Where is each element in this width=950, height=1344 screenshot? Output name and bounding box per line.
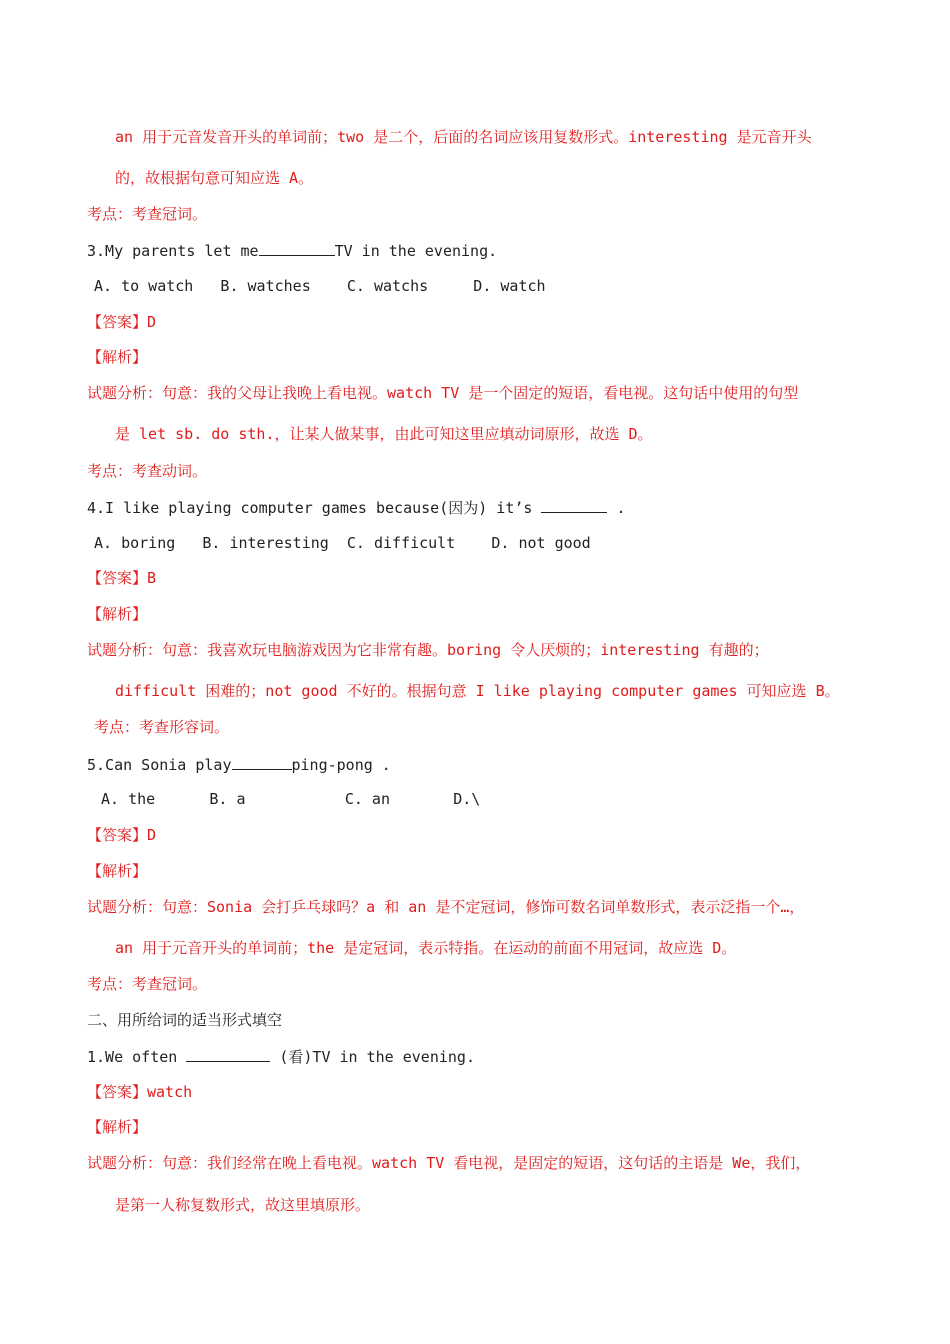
explanation-line: 试题分析：句意：我喜欢玩电脑游戏因为它非常有趣。boring 令人厌烦的；interesting 有趣的； (87, 641, 769, 659)
answer-label: 【答案】D (87, 313, 157, 331)
question-text: 1.We often (87, 1048, 187, 1066)
explanation-line: 是 let sb. do sth.，让某人做某事，由此可知这里应填动词原形，故选 D。 (115, 425, 653, 443)
question-text: . (607, 499, 626, 517)
question-3 (87, 240, 497, 261)
explanation-line: 的，故根据句意可知应选 A。 (115, 169, 314, 187)
key-point: 考点：考查形容词。 (94, 718, 230, 736)
answer-blank (186, 1046, 270, 1062)
answer-blank (541, 497, 607, 513)
question-text: ping-pong . (291, 756, 391, 774)
answer-label: 【答案】watch (87, 1083, 193, 1101)
analysis-label: 【解析】 (87, 605, 148, 623)
explanation-line: 是第一人称复数形式，故这里填原形。 (115, 1196, 371, 1214)
answer-label: 【答案】D (87, 826, 157, 844)
answer-blank (232, 754, 292, 770)
answer-label: 【答案】B (87, 569, 157, 587)
explanation-line: an 用于元音开头的单词前；the 是定冠词，表示特指。在运动的前面不用冠词，故应选 D。 (115, 939, 737, 957)
answer-blank (259, 240, 335, 256)
analysis-label: 【解析】 (87, 1118, 148, 1136)
explanation-line: an 用于元音发音开头的单词前；two 是二个，后面的名词应该用复数形式。interesting 是元音开头 (115, 128, 812, 146)
fill-question-1 (87, 1046, 475, 1067)
explanation-line: difficult 困难的；not good 不好的。根据句意 I like playing computer games 可知应选 B。 (115, 682, 840, 700)
question-4 (87, 497, 626, 518)
analysis-label: 【解析】 (87, 862, 148, 880)
question-text: (看)TV in the evening. (270, 1048, 475, 1066)
question-4-options: A. boring B. interesting C. difficult D. not good (94, 534, 591, 552)
question-text: 4.I like playing computer games because(因为) it’s (87, 499, 542, 517)
analysis-label: 【解析】 (87, 348, 148, 366)
question-text: 5.Can Sonia play (87, 756, 232, 774)
key-point: 考点：考查冠词。 (87, 205, 208, 223)
key-point: 考点：考查动词。 (87, 462, 208, 480)
explanation-line: 试题分析：句意：Sonia 会打乒乓球吗？a 和 an 是不定冠词，修饰可数名词单数形式，表示泛指一个…， (87, 898, 805, 916)
explanation-line: 试题分析：句意：我的父母让我晚上看电视。watch TV 是一个固定的短语，看电视。这句话中使用的句型 (87, 384, 799, 402)
key-point: 考点：考查冠词。 (87, 975, 208, 993)
explanation-line: 试题分析：句意：我们经常在晚上看电视。watch TV 看电视，是固定的短语，这句话的主语是 We，我们， (87, 1154, 811, 1172)
question-text: TV in the evening. (334, 242, 498, 260)
question-text: 3.My parents let me (87, 242, 259, 260)
question-3-options: A. to watch B. watches C. watchs D. watch (94, 277, 546, 295)
question-5-options: A. the B. a C. an D.\ (101, 790, 481, 808)
section-heading: 二、用所给词的适当形式填空 (87, 1011, 283, 1029)
question-5 (87, 754, 391, 775)
